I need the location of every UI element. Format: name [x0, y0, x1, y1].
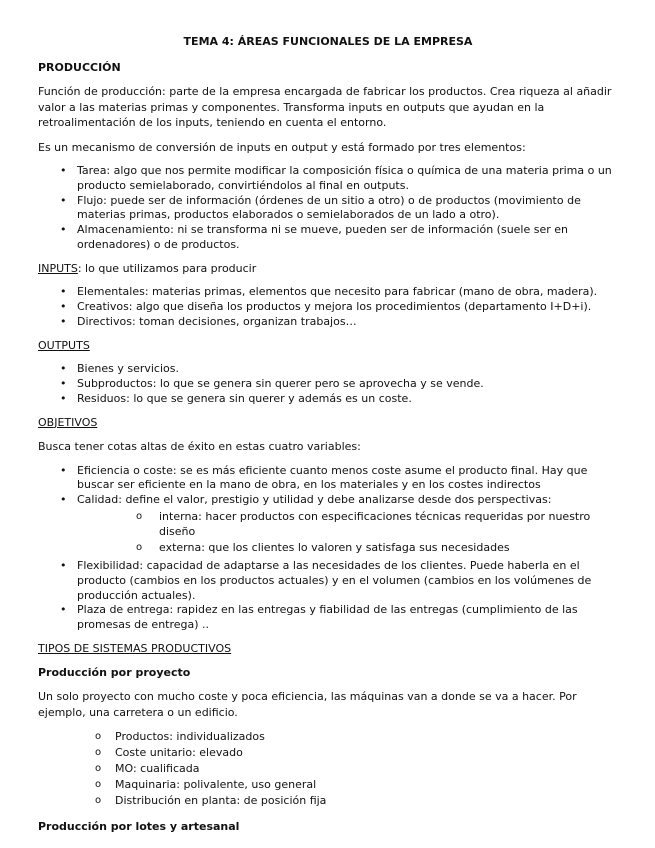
list-item: o Coste unitario: elevado [95, 746, 243, 760]
bullet-icon: • [60, 164, 67, 177]
list-objetivos [38, 464, 618, 633]
list-item: • Flexibilidad: capacidad de adaptarse a las necesidades de los clientes. Puede haberla en el producto (cambios en los productos actuales) y en el volumen (cambios en los volúmenes de producción actuales). [60, 558, 592, 602]
inputs-heading: INPUTS: lo que utilizamos para producir [38, 261, 257, 275]
bullet-icon: • [60, 193, 67, 207]
list-item: o Maquinaria: polivalente, uso general [95, 778, 317, 792]
bullet-icon: • [60, 300, 67, 314]
document-page [38, 34, 618, 843]
objetivos-heading: OBJETIVOS [38, 415, 98, 429]
circle-bullet-icon: o [136, 541, 143, 553]
list-item: • Tarea: algo que nos permite modificar la composición física o química de una materia prima o un producto semielaborado, convirtiéndolos al final en outputs. [60, 164, 612, 192]
circle-bullet-icon: o [95, 795, 102, 807]
heading-produccion-lotes: Producción por lotes y artesanal [38, 820, 240, 834]
list-item: o MO: cualificada [95, 762, 200, 776]
sublist-item: o externa: que los clientes lo valoren y satisfaga sus necesidades [136, 540, 510, 554]
tipos-heading: TIPOS DE SISTEMAS PRODUCTIVOS [38, 641, 232, 655]
list-item: o Distribución en planta: de posición fija [95, 794, 327, 808]
bullet-icon: • [60, 376, 67, 390]
list-item: • Eficiencia o coste: se es más eficiente cuanto menos coste asume el producto final. Hay que buscar ser eficiente en la mano de obra, en los materiales y en los costes indirectos [60, 463, 588, 492]
list-inputs [38, 285, 618, 329]
bullet-icon: • [60, 314, 67, 328]
list-item: • Residuos: lo que se genera sin querer y además es un coste. [60, 391, 412, 405]
list-item: • Plaza de entrega: rapidez en las entregas y fiabilidad de las entregas (cumplimiento de las promesas de entrega) .. [60, 603, 578, 632]
list-item: o Productos: individualizados [95, 730, 265, 744]
list-item: • Subproductos: lo que se genera sin querer pero se aprovecha y se vende. [60, 376, 484, 390]
document-title: TEMA 4: ÁREAS FUNCIONALES DE LA EMPRESA [183, 35, 473, 48]
bullet-icon: • [60, 223, 67, 237]
bullet-icon: • [60, 603, 67, 617]
list-outputs [38, 362, 618, 406]
bullet-icon: • [60, 493, 67, 507]
circle-bullet-icon: o [95, 731, 102, 743]
outputs-heading: OUTPUTS [38, 338, 90, 352]
paragraph-funcion-produccion: Función de producción: parte de la empresa encargada de fabricar los productos. Crea riqueza al añadir valor a las materias primas y componentes. Transforma inputs en outputs que ayudan en la retroalimentación de los inputs, teniendo en cuenta el entorno. [38, 85, 612, 129]
circle-bullet-icon: o [95, 763, 102, 775]
circle-bullet-icon: o [95, 747, 102, 759]
circle-bullet-icon: o [136, 510, 143, 522]
paragraph-objetivos-intro: Busca tener cotas altas de éxito en estas cuatro variables: [38, 440, 361, 454]
section-heading-produccion: PRODUCCIÓN [38, 61, 121, 74]
list-item: • Creativos: algo que diseña los productos y mejora los procedimientos (departamento I+D+i). [60, 300, 592, 314]
list-item: • Almacenamiento: ni se transforma ni se mueve, pueden ser de información (suele ser en ordenadores) o de productos. [60, 223, 569, 251]
bullet-icon: • [60, 285, 67, 299]
paragraph-proyecto: Un solo proyecto con mucho coste y poca eficiencia, las máquinas van a donde se va a hacer. Por ejemplo, una carretera o un edificio. [38, 690, 577, 719]
sublist-item: o interna: hacer productos con especificaciones técnicas requeridas por nuestro diseño [136, 509, 591, 538]
list-item: • Calidad: define el valor, prestigio y utilidad y debe analizarse desde dos perspectivas: o interna: hacer productos con especificaciones técnicas requeridas por nuestro diseño o externa: que los clientes lo valoren y satisfaga sus necesidades [38, 493, 618, 555]
list-elementos [38, 164, 618, 253]
sublist-calidad [77, 509, 618, 555]
list-item: • Flujo: puede ser de información (órdenes de un sitio a otro) o de productos (movimiento de materias primas, productos elaborados o semielaborados de un lado a otro). [60, 193, 581, 222]
inputs-label: INPUTS [38, 261, 78, 275]
bullet-icon: • [60, 463, 67, 477]
paragraph-mecanismo: Es un mecanismo de conversión de inputs en output y está formado por tres elementos: [38, 140, 526, 154]
bullet-icon: • [60, 558, 67, 572]
list-item: • Elementales: materias primas, elementos que necesito para fabricar (mano de obra, madera). [60, 285, 598, 299]
list-proyecto [38, 729, 618, 809]
bullet-icon: • [60, 391, 67, 405]
list-item: • Directivos: toman decisiones, organizan trabajos… [60, 314, 357, 328]
list-item: • Bienes y servicios. [60, 362, 179, 376]
bullet-icon: • [60, 362, 67, 376]
heading-produccion-proyecto: Producción por proyecto [38, 666, 191, 680]
circle-bullet-icon: o [95, 779, 102, 791]
